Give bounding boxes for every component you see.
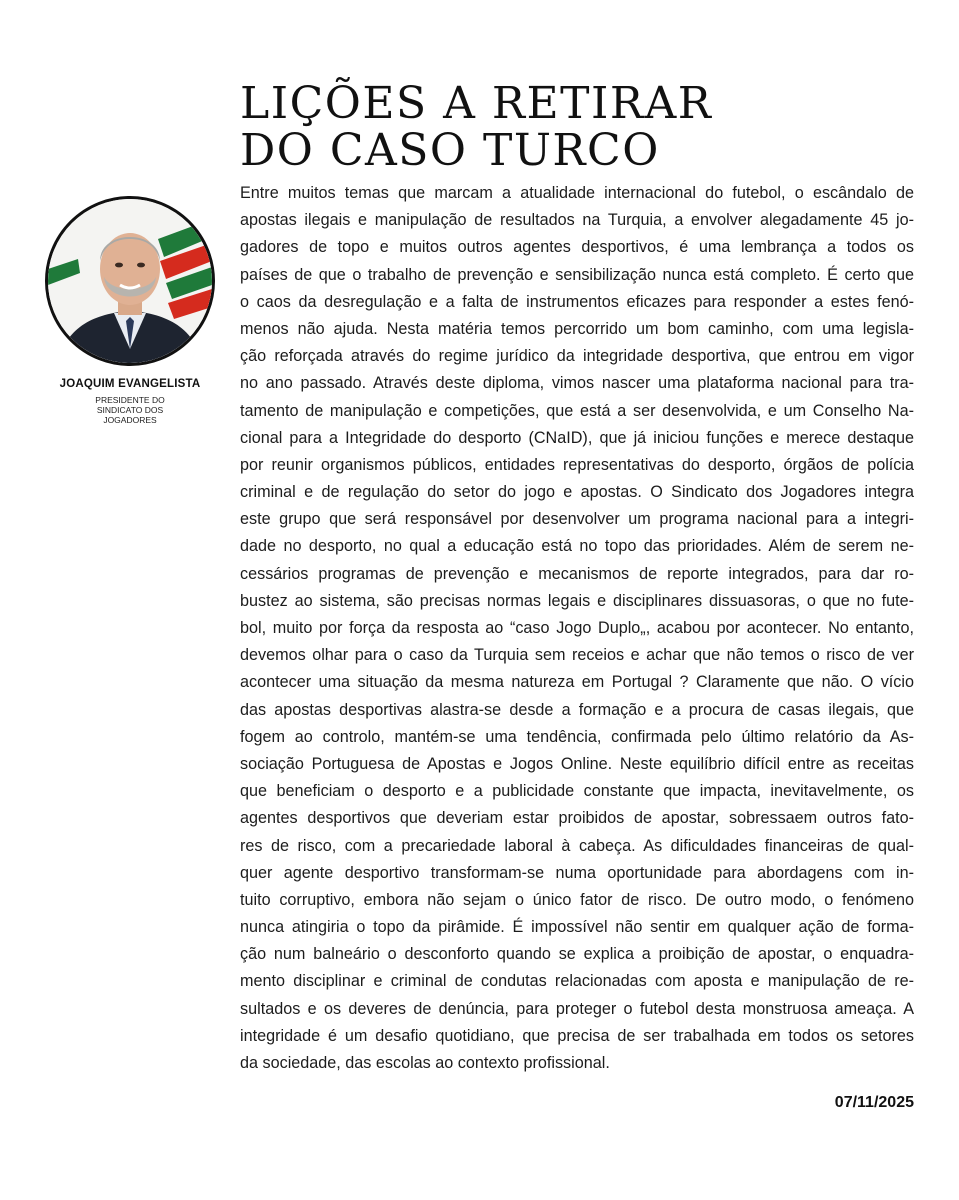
article-body-line: sultados e os deveres de denúncia, para proteger o futebol desta monstruosa ameaça. A: [240, 999, 914, 1018]
article-body-line: Entre muitos temas que marcam a atualidade internacional do futebol, o escândalo de: [240, 184, 914, 202]
article-body-line: quer agente desportivo transformam-se numa oportunidade para abordagens com in-: [240, 863, 914, 882]
article-body-line: acontecer uma situação da mesma natureza em Portugal ? Claramente que não. O vício: [240, 673, 914, 692]
article-body-line: devemos olhar para o caso da Turquia sem receios e achar que não temos o risco de ver: [240, 646, 914, 665]
article-body-line: apostas ilegais e manipulação de resultados na Turquia, a envolver alegadamente 45 jo-: [240, 211, 914, 230]
article-title-line: LIÇÕES A RETIRAR: [240, 78, 713, 129]
article-body-line: da sociedade, das escolas ao contexto profissional.: [240, 1054, 610, 1072]
article-body-line: criminal e de regulação do setor do jogo e apostas. O Sindicato dos Jogadores integra: [240, 483, 914, 502]
article-body-line: que beneficiam o desporto e a publicidade constante que impacta, inevitavelmente, os: [240, 782, 914, 801]
author-name: JOAQUIM EVANGELISTA: [59, 378, 201, 390]
article-body-line: res de risco, com a precariedade laboral à cabeça. As dificuldades financeiras de qual-: [240, 836, 914, 855]
author-role: PRESIDENTE DO SINDICATO DOS JOGADORES: [95, 395, 165, 425]
article-body-line: dade no desporto, no qual a educação está no topo das prioridades. Além de serem ne-: [240, 537, 914, 556]
article-body-line: este grupo que será responsável por desenvolver um programa nacional para a integri-: [240, 510, 914, 529]
article-body-line: nunca atingiria o topo da pirâmide. É impossível não sentir em qualquer ação de forma-: [240, 918, 914, 937]
article-body-line: tuito corruptivo, embora não sejam o único fator de risco. De outro modo, o fenómeno: [240, 890, 914, 909]
article-body-line: bol, muito por força da resposta ao “caso Jogo Duplo„, acabou por acontecer. No entanto,: [240, 619, 914, 637]
article-body-line: fogem ao controlo, mantém-se uma tendência, confirmada pelo último relatório da As-: [240, 727, 914, 746]
article-body-line: cional para a Integridade do desporto (CNaID), que já iniciou funções e merece destaque: [240, 428, 914, 447]
article-body-line: menos não ajuda. Nesta matéria temos percorrido um bom caminho, com uma legisla-: [240, 319, 914, 338]
article-title: [240, 80, 920, 174]
publication-date: 07/11/2025: [834, 1094, 914, 1111]
author-portrait-image: [48, 199, 212, 363]
article-body-line: gadores de topo e muitos outros agentes desportivos, é uma lembrança a todos os: [240, 238, 914, 257]
article-title-line: DO CASO TURCO: [240, 125, 660, 176]
article-body-line: ção reforçada através do regime jurídico da integridade desportiva, que entrou em vigor: [240, 347, 914, 366]
article-body-line: sociação Portuguesa de Apostas e Jogos Online. Neste equilíbrio difícil entre as receitas: [240, 754, 914, 773]
article-body-line: no ano passado. Através deste diploma, vimos nascer uma plataforma nacional para tra-: [240, 374, 914, 393]
article-body-line: mento disciplinar e criminal de condutas relacionadas com aposta e manipulação de re-: [240, 972, 914, 991]
article-body: [240, 180, 914, 1077]
article-body-line: ção num balneário o desconforto quando se explica a proibição de apostar, o enquadra-: [240, 945, 914, 964]
article-body-line: agentes desportivos que deveriam estar proibidos de apostar, sobressaem outros fato-: [240, 809, 914, 828]
article-body-line: o caos da desregulação e a falta de instrumentos eficazes para responder a estes fenó-: [240, 292, 914, 311]
author-card: [44, 196, 216, 425]
article-body-line: países de que o trabalho de prevenção e sensibilização nunca está completo. É certo que: [240, 265, 914, 284]
author-photo: [45, 196, 215, 366]
article-body-line: das apostas desportivas alastra-se desde a formação e a procura de casas ilegais, que: [240, 700, 914, 719]
article-body-line: por reunir organismos públicos, entidades representativas do desporto, órgãos de polícia: [240, 455, 914, 474]
article-body-line: bustez ao sistema, são precisas normas legais e disciplinares dissuasoras, o que no fute-: [240, 591, 914, 610]
article-body-line: tamento de manipulação e competições, que está a ser desenvolvida, e um Conselho Na-: [240, 401, 914, 420]
article-body-line: cessários programas de prevenção e mecanismos de reporte integrados, para dar ro-: [240, 564, 914, 583]
article-body-line: integridade é um desafio quotidiano, que precisa de ser trabalhada em todos os setores: [240, 1026, 914, 1045]
